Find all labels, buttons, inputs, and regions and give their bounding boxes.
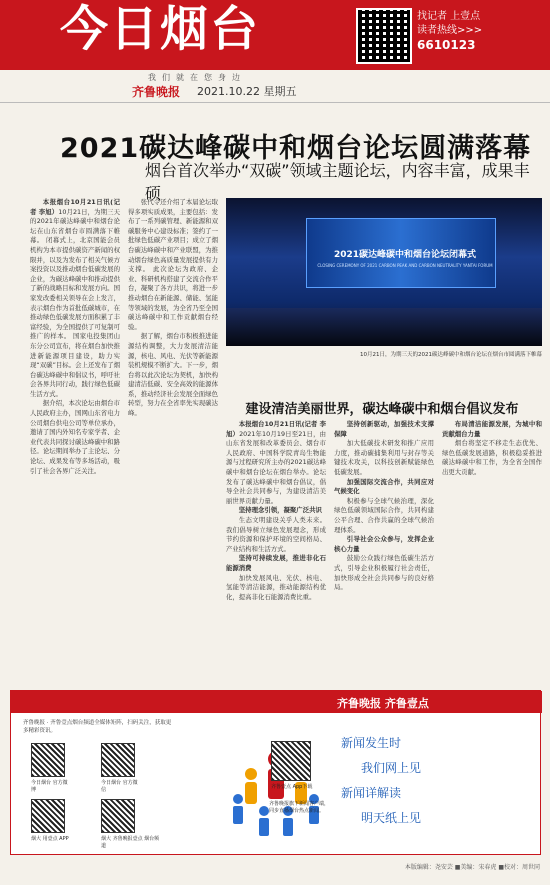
hotline-box	[417, 10, 527, 52]
article2-column-3	[442, 420, 542, 685]
issue-date: 2021.10.22 星期五	[197, 85, 297, 98]
slogan: 我们就在您身边	[148, 73, 246, 82]
advertisement	[10, 690, 541, 855]
hotline-sub: 读者热线>>>	[417, 25, 483, 36]
screen-subtitle: CLOSING CEREMONY OF 2021 CARBON PEAK AND CARBON NEUTRALITY YANTAI FORUM	[317, 263, 493, 268]
divider	[0, 102, 550, 103]
article2-text: 鼓励公众践行绿色低碳生活方式，引导企业积极履行社会责任，加快形成全社会共同参与的良好格局。	[334, 554, 434, 592]
article2-subhead: 加强国际交流合作，共同应对气候变化	[334, 477, 434, 496]
qr-label: 齐鲁壹点 App下载	[271, 784, 313, 790]
screen-title: 2021碳达峰碳中和烟台论坛闭幕式	[333, 250, 477, 260]
paper-logo: 齐鲁晚报	[132, 85, 181, 99]
article2-text: 2021年10月19日至21日，由山东省发展和改革委员会、烟台市人民政府、中国科学院青岛生物能源与过程研究所主办的2021碳达峰碳中和烟台论坛在烟台举办。论坛发布了碳达峰碳中和烟台倡议，倡导全社会共同参与，为建设清洁美丽世界贡献力量。	[226, 429, 326, 505]
article2-headline: 建设清洁美丽世界，碳达峰碳中和烟台倡议发布	[245, 402, 519, 417]
photo-caption: 10月21日，为期三天的2021碳达峰碳中和烟台论坛在烟台市圆满落下帷幕	[360, 352, 542, 358]
qr-label: 今日烟台 官方微博	[31, 780, 68, 793]
article2-text: 烟台将坚定不移走生态优先、绿色低碳发展道路，积极稳妥推进碳达峰碳中和工作，为全省全国作出更大贡献。	[442, 439, 542, 476]
hotline-label: 找记者 上壹点	[417, 11, 481, 22]
article-text: 据了解，烟台市积极推进能源结构调整，大力发展清洁能源，核电、风电、光伏等新能源装机规模不断扩大。下一步，烟台将以此次论坛为契机，加快构建清洁低碳、安全高效的能源体系，推动经济社会发展全面绿色转型，努力在全省率先实现碳达峰。	[128, 332, 218, 418]
article-column-1	[30, 198, 120, 678]
article2-subhead: 布局清洁能源发展，为城中和贡献烟台力量	[442, 420, 542, 438]
page-footer: 本版编辑：尧安芸 ■美编：宋春虎 ■校对：周世同	[404, 864, 540, 871]
page-subheadline: 烟台首次举办“双碳”领域主题论坛，内容丰富，成果丰硕	[145, 161, 530, 203]
ad-slogan-line: 新闻发生时	[341, 736, 402, 750]
article2-column-2	[334, 420, 434, 685]
hotline-number: 6610123	[417, 38, 476, 52]
ad-slogan-line: 新闻详解读	[341, 786, 402, 800]
article-text: 张代令还介绍了本届论坛取得多项实质成果，主要包括：发布了一系列碳管理、新能源和双碳服务中心建设标准；签约了一批绿色低碳产业项目；成立了烟台碳达峰碳中和产业联盟，为推动烟台绿色高质量发展提供有力支撑。 此次论坛为政府、企业、科研机构搭建了交流合作平台，凝聚了各方共识，将进一步推动烟台在新能源、储能、氢能等领域的发展，为全省乃至全国碳达峰碳中和工作贡献烟台经验。	[128, 198, 218, 331]
qr-label: 烟大 齐鲁晚报壹点 烟台频道	[101, 836, 160, 849]
ad-qr-weibo[interactable]	[31, 743, 71, 793]
article2-column-1	[226, 420, 326, 685]
ad-app-text: 齐鲁晚报旗下新闻客户端，同步直播烟台热点新闻。	[269, 801, 330, 814]
ad-slogan-line: 我们网上见	[361, 761, 422, 775]
article-text: 10月21日，为期三天的2021年碳达峰碳中和烟台论坛在山东省烟台市圆满落下帷幕。 闭幕式上，北京国能会员机构为本市提供碳资产新闻的权限并，以及为发布了相关气候方案投资以及推动烟台低碳发展的企业，为碳达峰碳中和推动提供了新的战略目标和发展方向。国家发改委相关领导在会上发言，表示烟台作为首批低碳城市，在推动绿色低碳发展方面积累了丰富经验，为全国提供了可复制可推广的样本。 国家电投集团山东分公司宣布，将在烟台加快推进新能源项目建设，助力实现“双碳”目标。会上还发布了烟台碳达峰碳中和倡议书，呼吁社会各界共同行动，践行绿色低碳生活方式。	[30, 207, 120, 398]
ad-qr-app-download[interactable]	[271, 741, 321, 790]
article2-subhead: 引导社会公众参与，发挥企业核心力量	[334, 535, 434, 553]
qr-code-icon	[101, 743, 135, 777]
article2-text: 加快发展风电、光伏、核电、氢能等清洁能源，推动能源结构优化，提高非化石能源消费比重。	[226, 573, 326, 601]
stage-screen	[306, 218, 496, 288]
page-headline: 2021碳达峰碳中和烟台论坛圆满落幕	[60, 133, 532, 164]
article2-subhead: 坚持可持续发展，推进非化石能源消费	[226, 554, 326, 572]
article-lead: 本报烟台10月21日讯(记者 李旭）	[30, 198, 120, 216]
ad-slogan	[341, 731, 531, 831]
qr-code-icon	[101, 799, 135, 833]
qr-code-icon	[356, 8, 412, 64]
qr-code-icon	[31, 799, 65, 833]
article2-text: 加大低碳技术研发和推广应用力度，推动碳捕集利用与封存等关键技术攻关，以科技创新赋能绿色低碳发展。	[334, 439, 434, 476]
article2-subhead: 坚持理念引领，凝聚广泛共识	[238, 506, 322, 515]
ad-logo: 齐鲁晚报 齐鲁壹点	[337, 697, 429, 710]
qr-code-icon	[271, 741, 311, 781]
stage-floor	[226, 308, 542, 346]
qr-label: 今日烟台 官方微信	[101, 780, 138, 793]
ad-qr-wechat[interactable]	[101, 743, 141, 793]
ad-qr-channel[interactable]	[101, 799, 161, 849]
article2-subhead: 坚持创新驱动，加强技术支撑保障	[334, 420, 434, 438]
ad-slogan-line: 明天纸上见	[361, 811, 422, 825]
ad-intro: 齐鲁晚报 · 齐鲁壹点烟台频道全媒体矩阵，扫码关注，获取更多精彩资讯。	[23, 720, 172, 734]
ad-header	[11, 691, 542, 713]
article2-text: 生态文明建设关乎人类未来。我们倡导树立绿色发展理念，形成节约资源和保护环境的空间格局、产业结构和生活方式。	[226, 515, 326, 553]
qr-label: 烟大 用壹点 APP	[31, 836, 69, 842]
masthead-title: 今日烟台	[60, 1, 261, 57]
ad-qr-app[interactable]	[31, 799, 91, 842]
article2-lead: 本报烟台10月21日讯(记者 李旭）	[226, 420, 326, 438]
news-photo	[226, 198, 542, 346]
article-text: 据介绍，本次论坛由烟台市人民政府主办，国网山东省电力公司烟台供电公司等单位承办，邀请了国内外知名专家学者、企业代表共同探讨碳达峰碳中和路径。论坛期间举办了主论坛、分论坛、成果发布等多场活动，吸引了社会各界广泛关注。	[30, 399, 120, 475]
article-column-2	[128, 198, 218, 678]
article2-text: 积极参与全球气候治理，深化绿色低碳领域国际合作，共同构建公平合理、合作共赢的全球气候治理体系。	[334, 496, 434, 534]
qr-code-icon	[31, 743, 65, 777]
